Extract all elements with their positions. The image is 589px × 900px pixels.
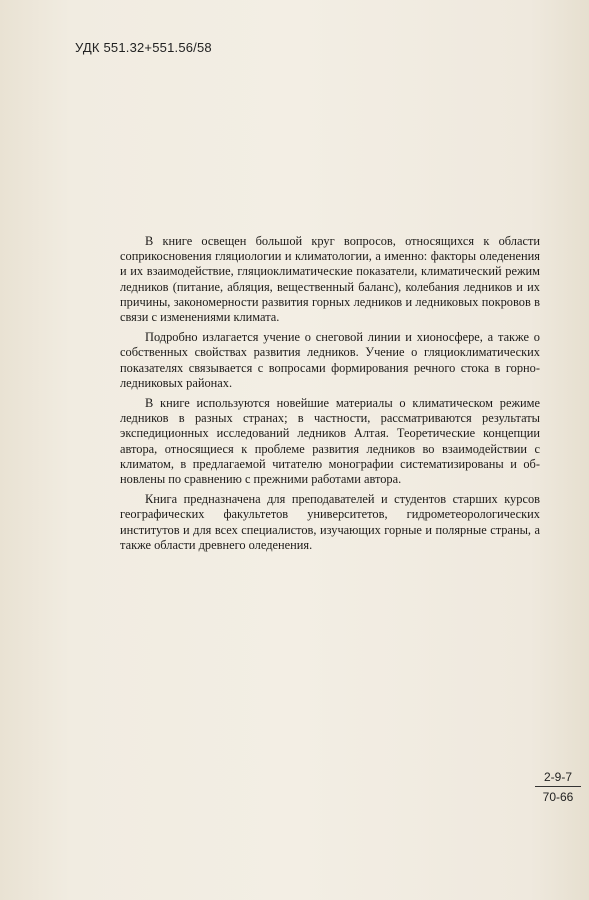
abstract-paragraph-3: В книге используются новейшие материалы о климатическом режиме ледников в разных странах; в частности, рассматриваются результаты экспедиционных исследований ледников Алтая. Теоретические концепции автора, относящиеся к проблеме развития ледников во взаимодействии с климатом, в предлагаемой читателю монографии систематизированы и обновлены по сравнению с прежними работами автора. xyxy=(120,396,540,487)
abstract-paragraph-1: В книге освещен большой круг вопросов, относящихся к области соприкосновения гляциологии и климатологии, а именно: факторы оледенения и их взаимодействие, гляциоклиматические показатели, климатический режим ледников (питание, абляция, вещественный баланс), колебания ледников и их причины, закономерности развития горных ледников и ледниковых покровов в связи с изменениями климата. xyxy=(120,234,540,325)
publisher-code-top: 2-9-7 xyxy=(543,770,572,784)
publisher-code-bottom: 70-66 xyxy=(542,790,574,804)
abstract xyxy=(120,234,540,558)
abstract-paragraph-4: Книга предназначена для преподавателей и студентов старших курсов географических факультетов университетов, гидрометеорологических институтов и для всех специалистов, изучающих горные и полярные страны, а также области древнего оледенения. xyxy=(120,492,540,552)
publisher-code xyxy=(533,770,583,804)
abstract-paragraph-2: Подробно излагается учение о снеговой линии и хионосфере, а также о собственных свойствах развития ледников. Учение о гляциоклиматических показателях связывается с вопросами формирования речного стока в горно-ледниковых районах. xyxy=(120,330,540,390)
udc-classification: УДК 551.32+551.56/58 xyxy=(75,40,212,55)
